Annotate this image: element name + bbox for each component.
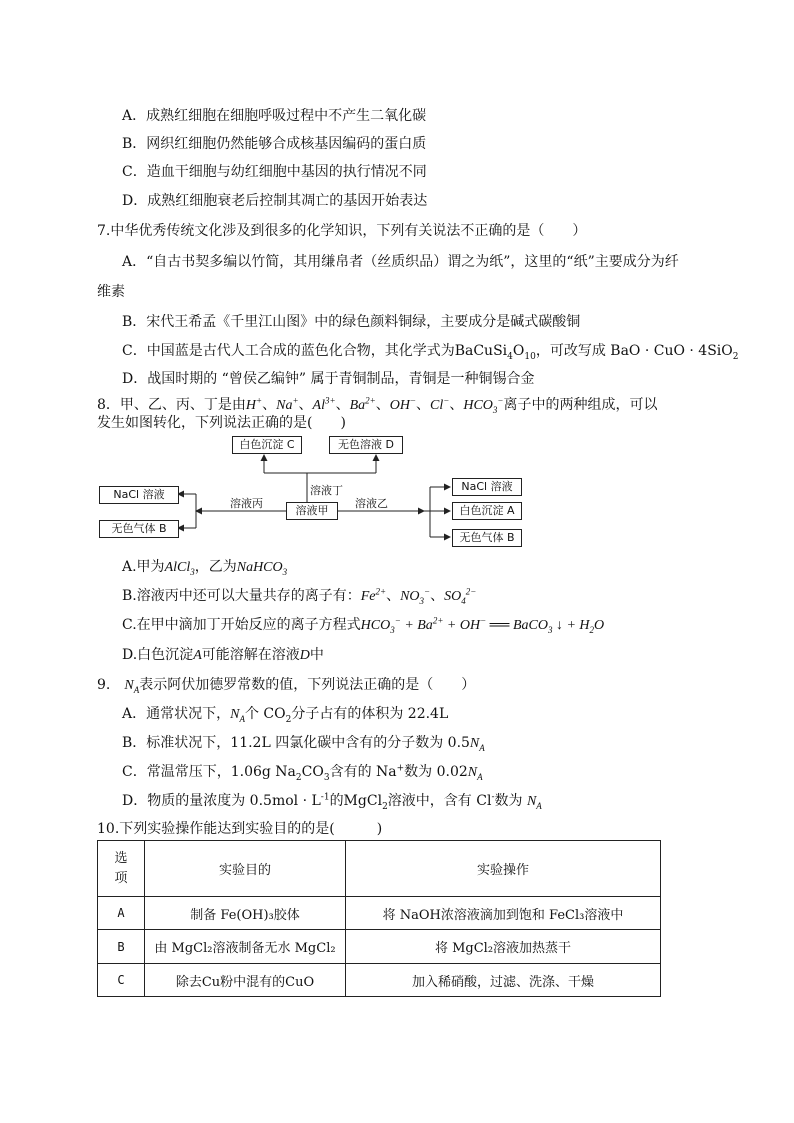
q8-stem: 8．甲、乙、丙、丁是由H+、Na+、$Al^{3+}$、$Ba^{2+}$、OH−、Cl−、$HCO_3^-$离子中的两种组成，可以 [97,395,658,415]
q8-option-a: A.甲为AlCl$_3$，乙为NaHCO$_3$ [122,559,288,577]
diagram-white-precipitate-a: 白色沉淀 A [452,502,522,520]
q7-option-b: B．宋代王希孟《千里江山图》中的绿色颜料铜绿，主要成分是碱式碳酸铜 [122,314,581,330]
q8-flow-diagram-lines [0,0,794,560]
q7-option-c: C．中国蓝是古代人工合成的蓝色化合物，其化学式为$BaCuSi_4O_{10}$，可改写成 BaO · CuO · 4SiO$_2$ [122,343,739,362]
q8-option-c: C.在甲中滴加丁开始反应的离子方程式$HCO_3^- + Ba^{2+} + OH^-$ ══ BaCO$_3$ ↓ + $H_2O$ [122,615,605,635]
q7-option-d: D．战国时期的 “曾侯乙编钟” 属于青铜制品，青铜是一种铜锡合金 [122,371,535,387]
diagram-colorless-gas-b-right: 无色气体 B [452,529,522,547]
q6-option-c: C．造血干细胞与幼红细胞中基因的执行情况不同 [122,164,427,180]
cell-option: A [98,897,145,930]
diagram-nacl-solution-left: NaCl 溶液 [99,486,179,504]
diagram-label-yi: 溶液乙 [355,497,388,510]
cell-operation: 加入稀硝酸，过滤、洗涤、干燥 [346,964,661,997]
q8-option-b: B.溶液丙中还可以大量共存的离子有：$Fe^{2+}$、$NO_3^-$、$SO_4^{2-}$ [122,586,477,606]
q9-option-c: C．常温常压下，1.06g $Na_2CO_3$含有的 Na+数为 $0.02N_A$ [122,763,483,783]
header-option: 选项 [98,841,145,897]
cell-goal: 由 MgCl₂溶液制备无水 MgCl₂ [145,930,346,964]
q7-option-a-line2: 维素 [97,284,125,300]
q7-option-a-line1: A．“自古书契多编以竹简，其用缣帛者（丝质织品）谓之为纸”，这里的“纸”主要成分为纤 [122,254,679,270]
q9-option-a: A．通常状况下，$N_A$个 $CO_2$分子占有的体积为 22.4L [122,706,449,725]
q8-stem-line2: 发生如图转化，下列说法正确的是( ) [97,415,346,431]
cell-option: C [98,964,145,997]
cell-goal: 制备 Fe(OH)₃胶体 [145,897,346,930]
cell-option: B [98,930,145,964]
q10-table [97,840,661,997]
diagram-colorless-solution-d: 无色溶液 D [329,436,403,454]
q6-option-d: D．成熟红细胞衰老后控制其凋亡的基因开始表达 [122,193,428,209]
cell-operation: 将 NaOH浓溶液滴加到饱和 FeCl₃溶液中 [346,897,661,930]
table-row [98,964,661,997]
diagram-label-bing: 溶液丙 [230,497,263,510]
q6-option-a: A．成熟红细胞在细胞呼吸过程中不产生二氧化碳 [122,108,427,124]
q9-option-d: D．物质的量浓度为 $0.5mol \cdot L^{-1}$的MgCl$_2$溶液中，含有 Cl-数为 $N_A$ [122,792,542,812]
header-goal: 实验目的 [145,841,346,897]
q9-stem: 9. $N_A$表示阿伏加德罗常数的值，下列说法正确的是（ ） [97,677,476,695]
diagram-solution-jia: 溶液甲 [286,502,338,520]
q10-stem: 10.下列实验操作能达到实验目的的是( ) [97,821,383,837]
q9-option-b: B．标准状况下，11.2L 四氯化碳中含有的分子数为 $0.5N_A$ [122,735,485,753]
diagram-nacl-solution-right: NaCl 溶液 [452,478,522,496]
diagram-white-precipitate-c: 白色沉淀 C [232,436,302,454]
q7-stem: 7.中华优秀传统文化涉及到很多的化学知识，下列有关说法不正确的是（ ） [97,223,587,239]
table-row [98,897,661,930]
table-header-row [98,841,661,897]
diagram-colorless-gas-b-left: 无色气体 B [99,520,179,538]
q8-option-d: D.白色沉淀A可能溶解在溶液D中 [122,647,324,663]
cell-goal: 除去Cu粉中混有的CuO [145,964,346,997]
q6-option-b: B．网织红细胞仍然能够合成核基因编码的蛋白质 [122,136,427,152]
cell-operation: 将 MgCl₂溶液加热蒸干 [346,930,661,964]
diagram-label-ding: 溶液丁 [310,484,343,497]
table-row [98,930,661,964]
header-operation: 实验操作 [346,841,661,897]
